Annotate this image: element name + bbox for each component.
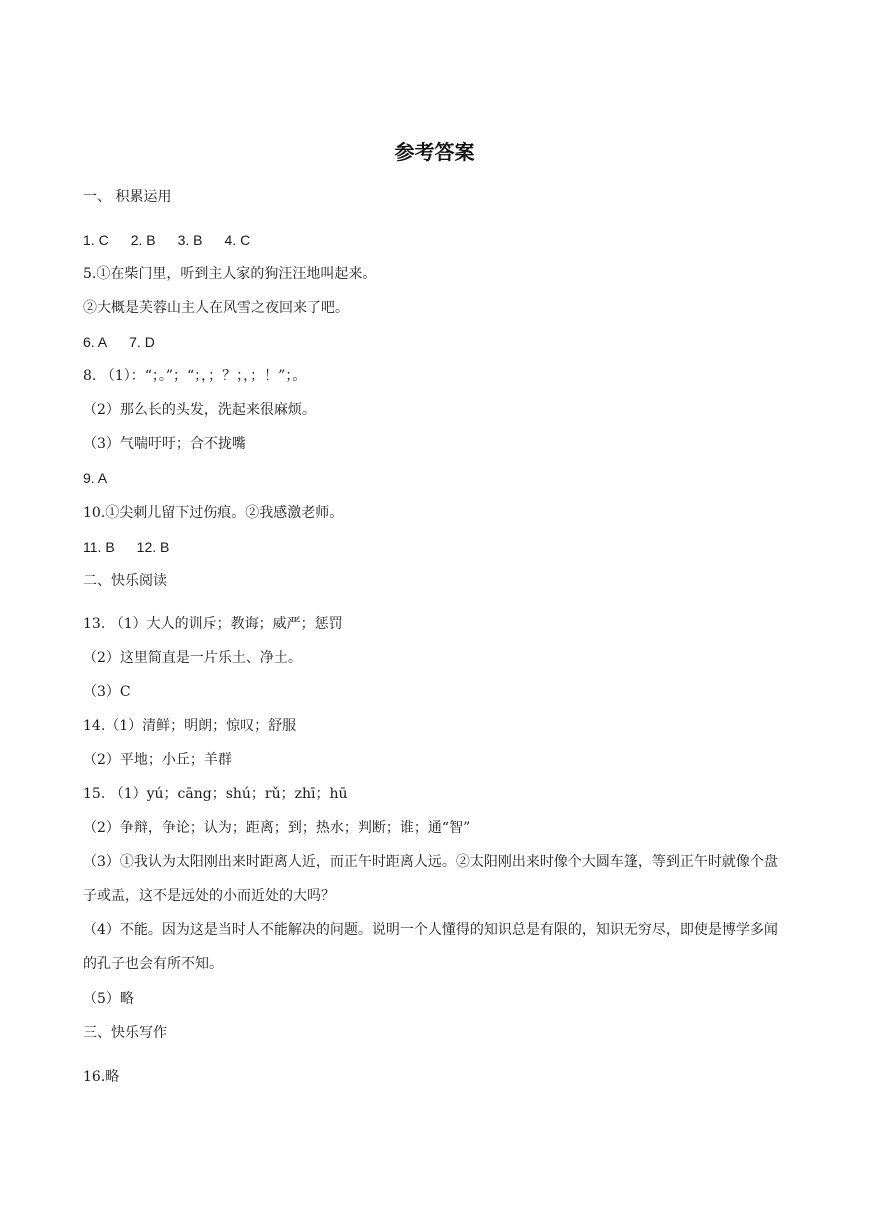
answer-item: 6. A [83, 334, 108, 350]
answer-line-15-4: （4）不能。因为这是当时人不能解决的问题。说明一个人懂得的知识总是有限的，知识无穷尽，即使是博学多闻的孔子也会有所不知。 [83, 922, 778, 972]
answer-line-15-1: 15. （1）yú；cāng；shú；rǔ；zhī；hū [83, 786, 348, 802]
answer-line-15-2: （2）争辩，争论；认为；距离；到；热水；判断；谁；通“智” [83, 820, 471, 836]
answer-line-5a: 5.①在柴门里，听到主人家的狗汪汪地叫起来。 [83, 266, 377, 282]
section-heading-accumulation: 一、 积累运用 [83, 189, 172, 205]
answer-line-15-5: （5）略 [83, 991, 134, 1007]
answer-item: 1. C [83, 232, 109, 248]
answer-line-13-1: 13. （1）大人的训斥；教诲；威严；惩罚 [83, 616, 343, 632]
answer-line-8-3: （3）气喘吁吁；合不拢嘴 [83, 436, 246, 452]
answer-line-10: 10.①尖刺儿留下过伤痕。②我感激老师。 [83, 505, 344, 521]
answer-item: 3. B [177, 232, 203, 248]
answer-line-8-2: （2）那么长的头发，洗起来很麻烦。 [83, 402, 316, 418]
answer-line-14-2: （2）平地；小丘；羊群 [83, 752, 232, 768]
answer-item: 2. B [130, 232, 156, 248]
answer-line-1-4 [83, 231, 250, 249]
section-heading-writing: 三、快乐写作 [83, 1025, 167, 1041]
answer-line-5b: ②大概是芙蓉山主人在风雪之夜回来了吧。 [83, 300, 349, 316]
answer-line-14-1: 14.（1）清鲜；明朗；惊叹；舒服 [83, 718, 297, 734]
page-title: 参考答案 [394, 140, 475, 164]
answer-item: 7. D [129, 334, 155, 350]
answer-item: 4. C [224, 232, 251, 248]
answer-line-16: 16.略 [83, 1069, 120, 1085]
answer-line-6-7 [83, 333, 155, 351]
answer-line-13-2: （2）这里简直是一片乐土、净土。 [83, 650, 302, 666]
answer-line-15-3: （3）①我认为太阳刚出来时距离人近，而正午时距离人远。②太阳刚出来时像个大圆车篷，等到正午时就像个盘子或盂，这不是远处的小而近处的大吗？ [83, 854, 778, 904]
section-heading-reading: 二、快乐阅读 [83, 573, 167, 589]
answer-item: 11. B [83, 539, 115, 555]
answer-line-13-3: （3）C [83, 684, 131, 700]
answer-item: 12. B [136, 539, 170, 555]
answer-line-8-1: 8. （1）：“；。”；“；，；？；，；！”；。 [83, 368, 307, 384]
answer-line-11-12 [83, 538, 169, 556]
answer-line-9: 9. A [83, 470, 108, 486]
